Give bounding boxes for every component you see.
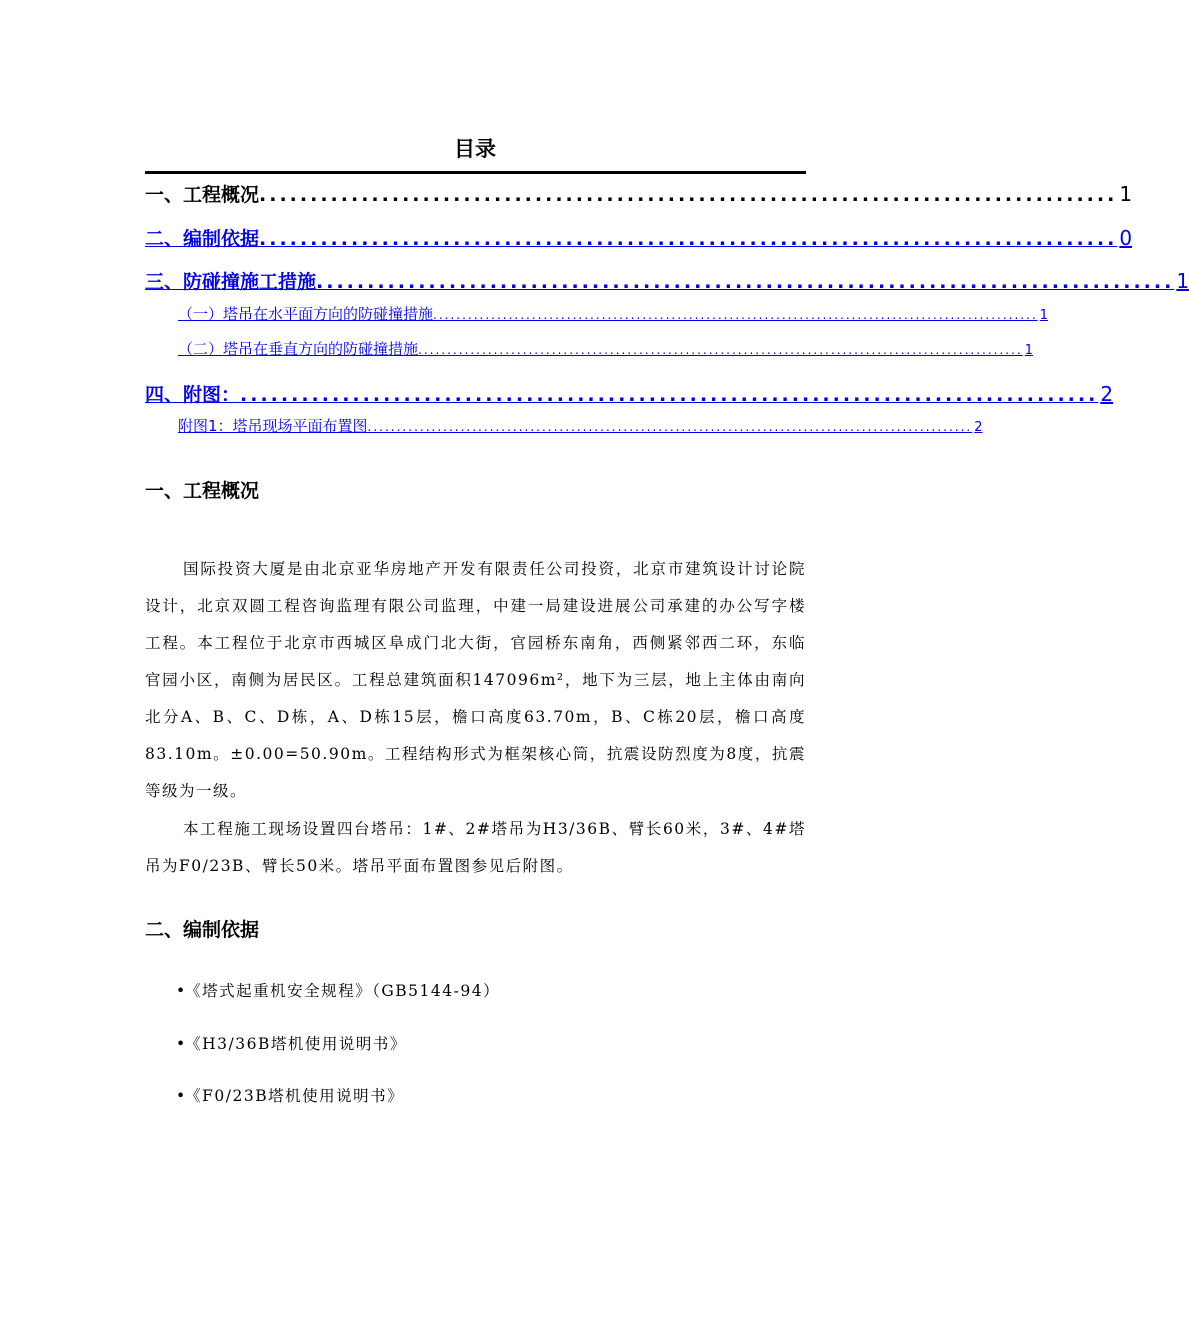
basis-item-text: 《F0/23B塔机使用说明书》 bbox=[185, 1087, 405, 1105]
toc-entry-label: 附图1：塔吊现场平面布置图 bbox=[178, 417, 368, 435]
toc-page-number: 2 bbox=[1100, 382, 1114, 406]
toc-entry-label: 四、附图： bbox=[145, 384, 241, 406]
bullet-marker: • bbox=[176, 1087, 186, 1105]
toc-entry-label: （一）塔吊在水平面方向的防碰撞措施 bbox=[178, 305, 434, 323]
toc-entry-3-1[interactable] bbox=[178, 303, 1048, 325]
basis-list-item bbox=[176, 1084, 404, 1106]
toc-dot-leader: .................................................................................... bbox=[259, 184, 1118, 206]
toc-page-number: 2 bbox=[974, 420, 983, 435]
toc-entry-1[interactable] bbox=[145, 180, 1133, 206]
toc-page-number: 1 bbox=[1024, 343, 1033, 358]
basis-item-text: 《塔式起重机安全规程》（GB5144-94） bbox=[185, 982, 501, 1000]
bullet-marker: • bbox=[176, 1035, 186, 1053]
toc-entry-4-1[interactable] bbox=[178, 415, 983, 437]
bullet-marker: • bbox=[176, 982, 186, 1000]
section-heading-overview: 一、工程概况 bbox=[145, 480, 260, 502]
toc-dot-leader: ........................................................................................................ bbox=[367, 420, 973, 434]
toc-entry-2[interactable] bbox=[145, 224, 1133, 250]
toc-entry-label: 三、防碰撞施工措施 bbox=[145, 271, 317, 293]
toc-divider bbox=[145, 171, 806, 174]
toc-dot-leader: ........................................................................................................ bbox=[433, 308, 1038, 322]
overview-paragraph-2: 本工程施工现场设置四台塔吊：1#、2#塔吊为H3/36B、臂长60米，3#、4#塔吊为F0/23B、臂长50米。塔吊平面布置图参见后附图。 bbox=[145, 820, 806, 875]
toc-title: 目录 bbox=[454, 137, 496, 161]
toc-page-number: 0 bbox=[1119, 226, 1133, 250]
toc-entry-3[interactable] bbox=[145, 267, 1189, 293]
toc-page-number: 1 bbox=[1119, 182, 1133, 206]
toc-entry-4[interactable] bbox=[145, 380, 1114, 406]
toc-dot-leader: ........................................................................................................ bbox=[418, 343, 1023, 357]
toc-entry-label: （二）塔吊在垂直方向的防碰撞措施 bbox=[178, 340, 419, 358]
toc-dot-leader: .................................................................................... bbox=[240, 384, 1099, 406]
basis-list-item bbox=[176, 979, 500, 1001]
section-heading-basis: 二、编制依据 bbox=[145, 919, 260, 941]
toc-entry-3-2[interactable] bbox=[178, 338, 1033, 360]
toc-dot-leader: .................................................................................... bbox=[316, 271, 1175, 293]
basis-list-item bbox=[176, 1032, 407, 1054]
toc-entry-label: 二、编制依据 bbox=[145, 228, 260, 250]
basis-item-text: 《H3/36B塔机使用说明书》 bbox=[185, 1035, 407, 1053]
toc-entry-label: 一、工程概况 bbox=[145, 184, 260, 206]
toc-page-number: 1 bbox=[1039, 308, 1048, 323]
toc-page-number: 1 bbox=[1176, 269, 1189, 293]
toc-dot-leader: .................................................................................... bbox=[259, 228, 1118, 250]
overview-paragraph-1: 国际投资大厦是由北京亚华房地产开发有限责任公司投资，北京市建筑设计讨论院设计，北京双圆工程咨询监理有限公司监理，中建一局建设进展公司承建的办公写字楼工程。本工程位于北京市西城区阜成门北大街，官园桥东南角，西侧紧邻西二环，东临官园小区，南侧为居民区。工程总建筑面积147096m²，地下为三层，地上主体由南向北分A、B、C、D栋，A、D栋15层，檐口高度63.70m，B、C栋20层，檐口高度83.10m。±0.00=50.90m。工程结构形式为框架核心筒，抗震设防烈度为8度，抗震等级为一级。 bbox=[145, 560, 806, 800]
